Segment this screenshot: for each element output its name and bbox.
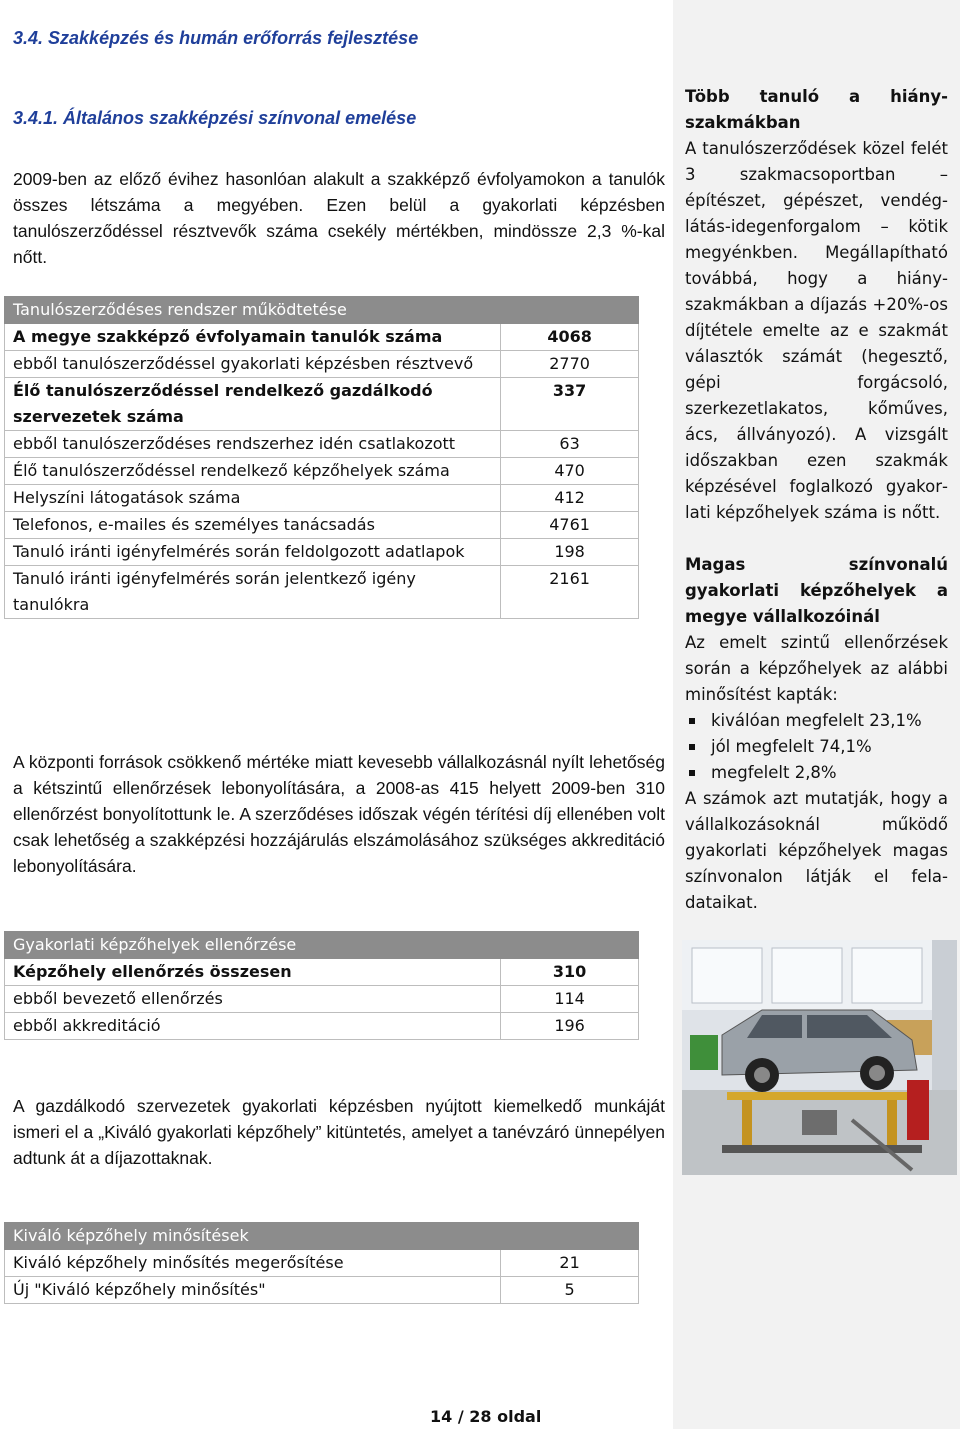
list-item: jól megfelelt 74,1% bbox=[685, 734, 948, 760]
row-label: Helyszíni látogatások száma bbox=[5, 485, 501, 512]
subsection-heading: 3.4.1. Általános szakképzési színvonal emelése bbox=[13, 108, 417, 128]
sidebar-title-szinvonal: Magas színvonalú gyakorlati képzőhelyek a megye vállalkozóinál bbox=[685, 555, 948, 626]
row-label: Kiváló képzőhely minősítés megerősítése bbox=[5, 1250, 501, 1277]
row-label: ebből bevezető ellenőrzés bbox=[5, 986, 501, 1013]
sidebar bbox=[673, 0, 960, 1429]
table-header-row bbox=[5, 297, 639, 324]
table-row bbox=[5, 351, 639, 378]
list-item: kiválóan megfelelt 23,1% bbox=[685, 708, 948, 734]
row-label: ebből tanulószerződéses rendszerhez idén csatlakozott bbox=[5, 431, 501, 458]
section-heading: 3.4. Szakképzés és humán erőforrás fejlesztése bbox=[13, 28, 419, 48]
row-value: 412 bbox=[501, 485, 639, 512]
bullet-icon bbox=[689, 770, 695, 776]
row-label: ebből tanulószerződéssel gyakorlati képzésben résztvevő bbox=[5, 351, 501, 378]
row-label: Tanuló iránti igényfelmérés során jelentkező igény tanulókra bbox=[5, 566, 501, 619]
sidebar-bullet-list bbox=[685, 708, 948, 786]
table-row bbox=[5, 1277, 639, 1304]
row-value: 4761 bbox=[501, 512, 639, 539]
intro-paragraph: 2009-ben az előző évihez hasonlóan alakult a szakképző évfolyamokon a tanulók összes létszáma a megyében. Ezen belül a gyakorlati képzésben tanulószerződéssel résztvevők száma csekély mértékben, mindössze 2,3 %-kal nőtt. bbox=[13, 169, 665, 267]
workshop-photo bbox=[682, 940, 957, 1175]
table-row bbox=[5, 378, 639, 431]
table-row bbox=[5, 512, 639, 539]
page-number: 14 / 28 oldal bbox=[430, 1407, 542, 1426]
sidebar-closing-text: A számok azt mutatják, hogy a vállalkozásoknál működő gyakorlati képzőhelyek magas színvonalon látják el feladataikat. bbox=[685, 789, 948, 912]
table-title: Tanulószerződéses rendszer működtetése bbox=[5, 297, 639, 324]
row-label: Tanuló iránti igényfelmérés során feldolgozott adatlapok bbox=[5, 539, 501, 566]
row-label: Telefonos, e-mailes és személyes tanácsadás bbox=[5, 512, 501, 539]
table-kivalo-minositesek bbox=[4, 1222, 639, 1304]
table-row bbox=[5, 485, 639, 512]
table-row bbox=[5, 539, 639, 566]
row-value: 196 bbox=[501, 1013, 639, 1040]
table-row bbox=[5, 959, 639, 986]
row-value: 470 bbox=[501, 458, 639, 485]
table-row bbox=[5, 431, 639, 458]
table-title: Kiváló képzőhely minősítések bbox=[5, 1223, 639, 1250]
table-row bbox=[5, 986, 639, 1013]
row-label: Képzőhely ellenőrzés összesen bbox=[5, 959, 501, 986]
sidebar-title-hianyszakmak: Több tanuló a hiányszakmákban bbox=[685, 87, 948, 132]
table-row bbox=[5, 1013, 639, 1040]
row-label: A megye szakképző évfolyamain tanulók száma bbox=[5, 324, 501, 351]
table-header-row bbox=[5, 1223, 639, 1250]
paragraph-kivalo: A gazdálkodó szervezetek gyakorlati képzésben nyújtott kiemelkedő munkáját ismeri el a „Kiváló gyakorlati képzőhely” kitüntetés, amelyet a tanévzáró ünnepélyen adtunk át a díjazottaknak. bbox=[13, 1096, 665, 1168]
list-item: megfelelt 2,8% bbox=[685, 760, 948, 786]
row-value: 5 bbox=[501, 1277, 639, 1304]
row-label: Élő tanulószerződéssel rendelkező képzőhelyek száma bbox=[5, 458, 501, 485]
table-row bbox=[5, 566, 639, 619]
row-value: 63 bbox=[501, 431, 639, 458]
row-label: ebből akkreditáció bbox=[5, 1013, 501, 1040]
row-value: 2161 bbox=[501, 566, 639, 619]
sidebar-text-szinvonal: Az emelt szintű ellenőrzések során a képzőhelyek az alábbi minősítést kapták: bbox=[685, 633, 948, 704]
table-row bbox=[5, 458, 639, 485]
bullet-icon bbox=[689, 744, 695, 750]
bullet-icon bbox=[689, 718, 695, 724]
table-tanuloszerzodes bbox=[4, 296, 639, 619]
row-value: 4068 bbox=[501, 324, 639, 351]
table-row bbox=[5, 324, 639, 351]
row-value: 337 bbox=[501, 378, 639, 431]
row-value: 310 bbox=[501, 959, 639, 986]
table-title: Gyakorlati képzőhelyek ellenőrzése bbox=[5, 932, 639, 959]
row-value: 21 bbox=[501, 1250, 639, 1277]
row-label: Új "Kiváló képzőhely minősítés" bbox=[5, 1277, 501, 1304]
table-header-row bbox=[5, 932, 639, 959]
sidebar-text-hianyszakmak: A tanulószerződések közel felét 3 szakmacsoportban – építészet, gépészet, vendéglátás-idegenforgalom – kötik megyénkben. Megállapítható továbbá, hogy a hiányszakmákban a díjazás +20%-os díjtétele emelte az e szakmát választók számát (hegesztő, gépi forgácsoló, szerkezetlakatos, kőműves, ács, állványozó). A vizsgált időszakban ezen szakmák képzésével foglalkozó gyakorlati képzőhelyek száma is nőtt. bbox=[685, 139, 948, 522]
row-value: 198 bbox=[501, 539, 639, 566]
row-label: Élő tanulószerződéssel rendelkező gazdálkodó szervezetek száma bbox=[5, 378, 501, 431]
row-value: 2770 bbox=[501, 351, 639, 378]
table-row bbox=[5, 1250, 639, 1277]
table-kepzohely-ellenorzes bbox=[4, 931, 639, 1040]
row-value: 114 bbox=[501, 986, 639, 1013]
paragraph-ellenorzesek: A központi források csökkenő mértéke miatt kevesebb vállalkozásnál nyílt lehetőség a kétszintű ellenőrzések lebonyolítására, a 2008-as 415 helyett 2009-ben 310 ellenőrzést bonyolítottunk le. A szerződéses időszak végén térítési díj ellenében volt csak lehetőség a szakképzési hozzájárulás elszámolásához szükséges akkreditáció lebonyolítására. bbox=[13, 752, 665, 876]
